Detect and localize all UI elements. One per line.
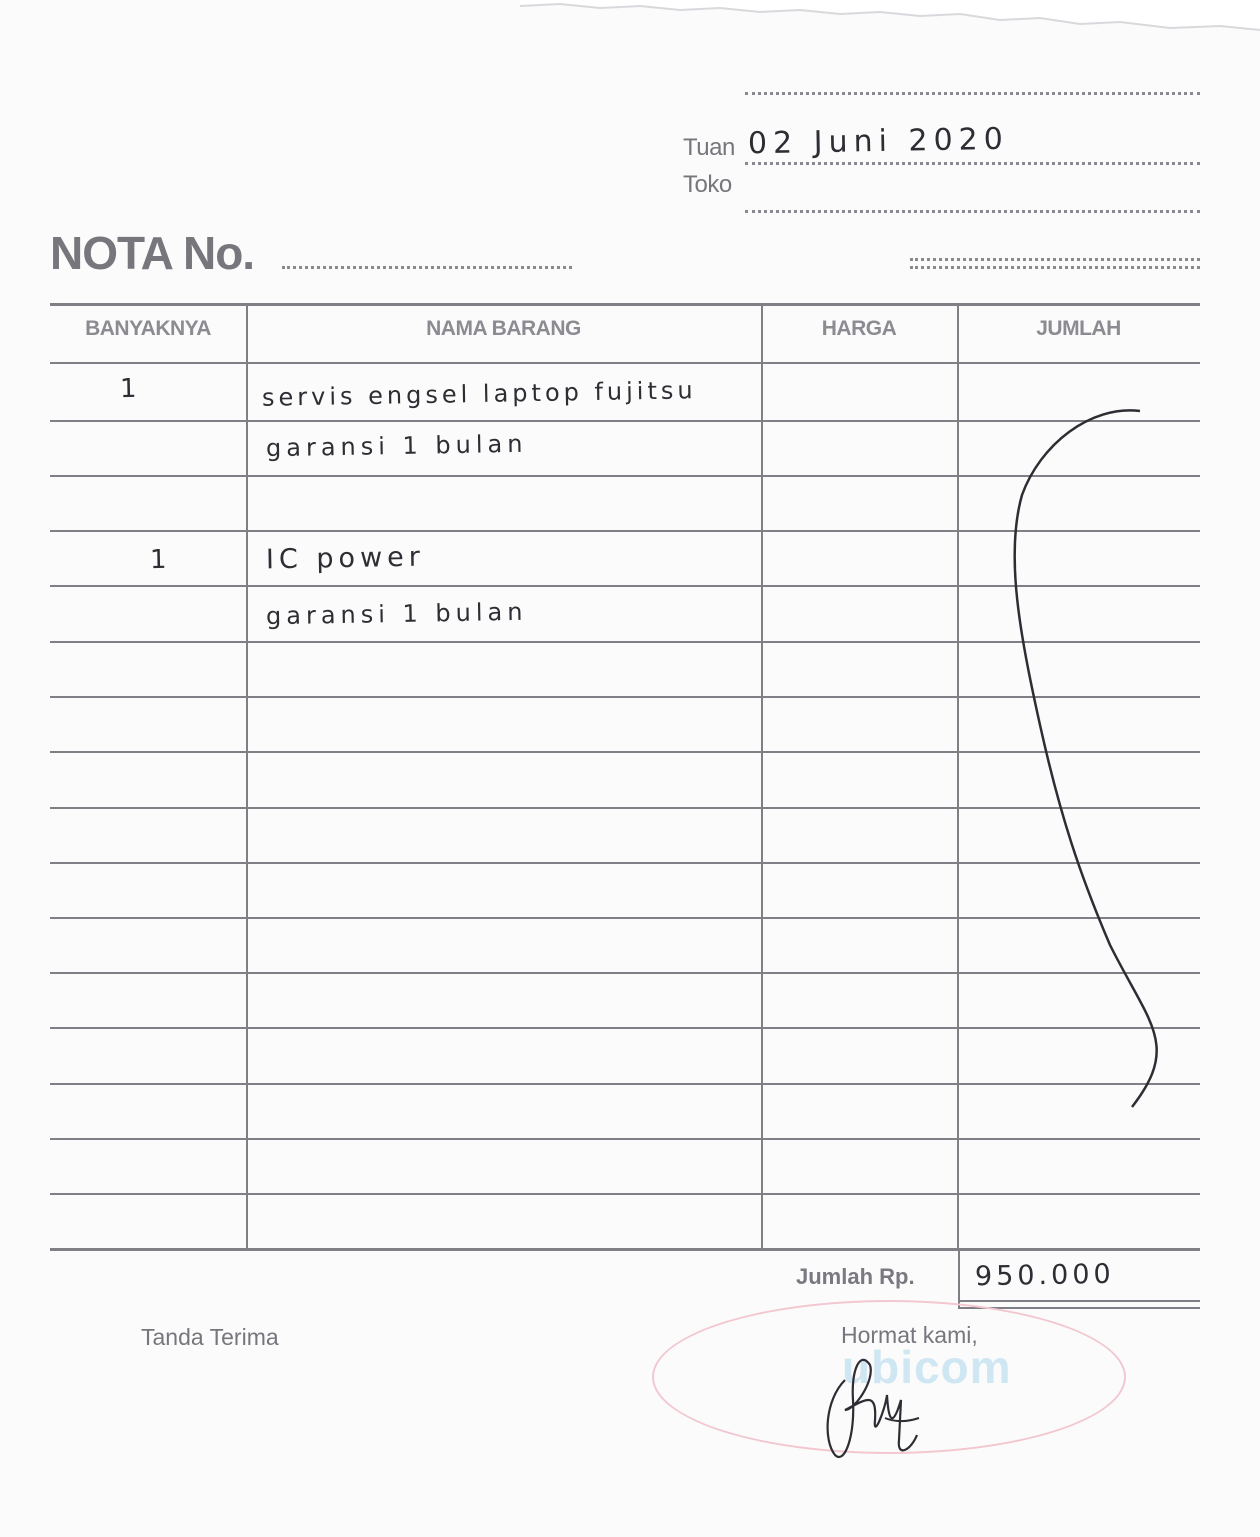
handwritten-date: 02 Juni 2020 bbox=[747, 121, 1010, 162]
nota-number-line bbox=[282, 266, 572, 269]
col-divider bbox=[246, 303, 248, 1250]
tuan-label: Tuan bbox=[683, 134, 735, 161]
row-line bbox=[50, 1193, 1200, 1195]
col-head-nama-barang: NAMA BARANG bbox=[426, 317, 581, 340]
stamp-text: ubicom bbox=[842, 1341, 1012, 1393]
col-divider bbox=[761, 303, 763, 1250]
table-bottom-border bbox=[50, 1248, 1200, 1251]
row-4-qty: 1 bbox=[149, 544, 170, 576]
col-divider bbox=[957, 303, 959, 1250]
jumlah-strike-curve bbox=[1000, 405, 1180, 1115]
row-1-item: servis engsel laptop fujitsu bbox=[261, 376, 697, 412]
total-label: Jumlah Rp. bbox=[796, 1264, 915, 1289]
table-top-border bbox=[50, 303, 1200, 306]
total-value: 950.000 bbox=[974, 1258, 1115, 1293]
col-head-harga: HARGA bbox=[821, 317, 897, 340]
col-head-jumlah: JUMLAH bbox=[1036, 317, 1121, 340]
header-line-5 bbox=[910, 266, 1200, 269]
row-line bbox=[50, 1138, 1200, 1140]
torn-edge bbox=[520, 0, 1260, 40]
tanda-terima-label: Tanda Terima bbox=[141, 1324, 279, 1350]
nota-title: NOTA No. bbox=[50, 227, 255, 279]
hormat-kami-label: Hormat kami, bbox=[841, 1322, 978, 1348]
toko-label: Toko bbox=[683, 171, 732, 198]
row-1-qty: 1 bbox=[119, 373, 140, 405]
row-2-item: garansi 1 bulan bbox=[265, 429, 528, 463]
table-header-border bbox=[50, 362, 1200, 364]
row-5-item: garansi 1 bulan bbox=[265, 597, 528, 631]
header-line-toko bbox=[745, 210, 1200, 213]
row-4-item: IC power bbox=[265, 541, 426, 576]
header-line-4 bbox=[910, 258, 1200, 261]
header-line-tuan bbox=[745, 162, 1200, 165]
total-box-bottom-1 bbox=[958, 1300, 1200, 1302]
header-line-1 bbox=[745, 92, 1200, 95]
col-head-banyaknya: BANYAKNYA bbox=[85, 317, 211, 340]
signature bbox=[815, 1340, 935, 1470]
